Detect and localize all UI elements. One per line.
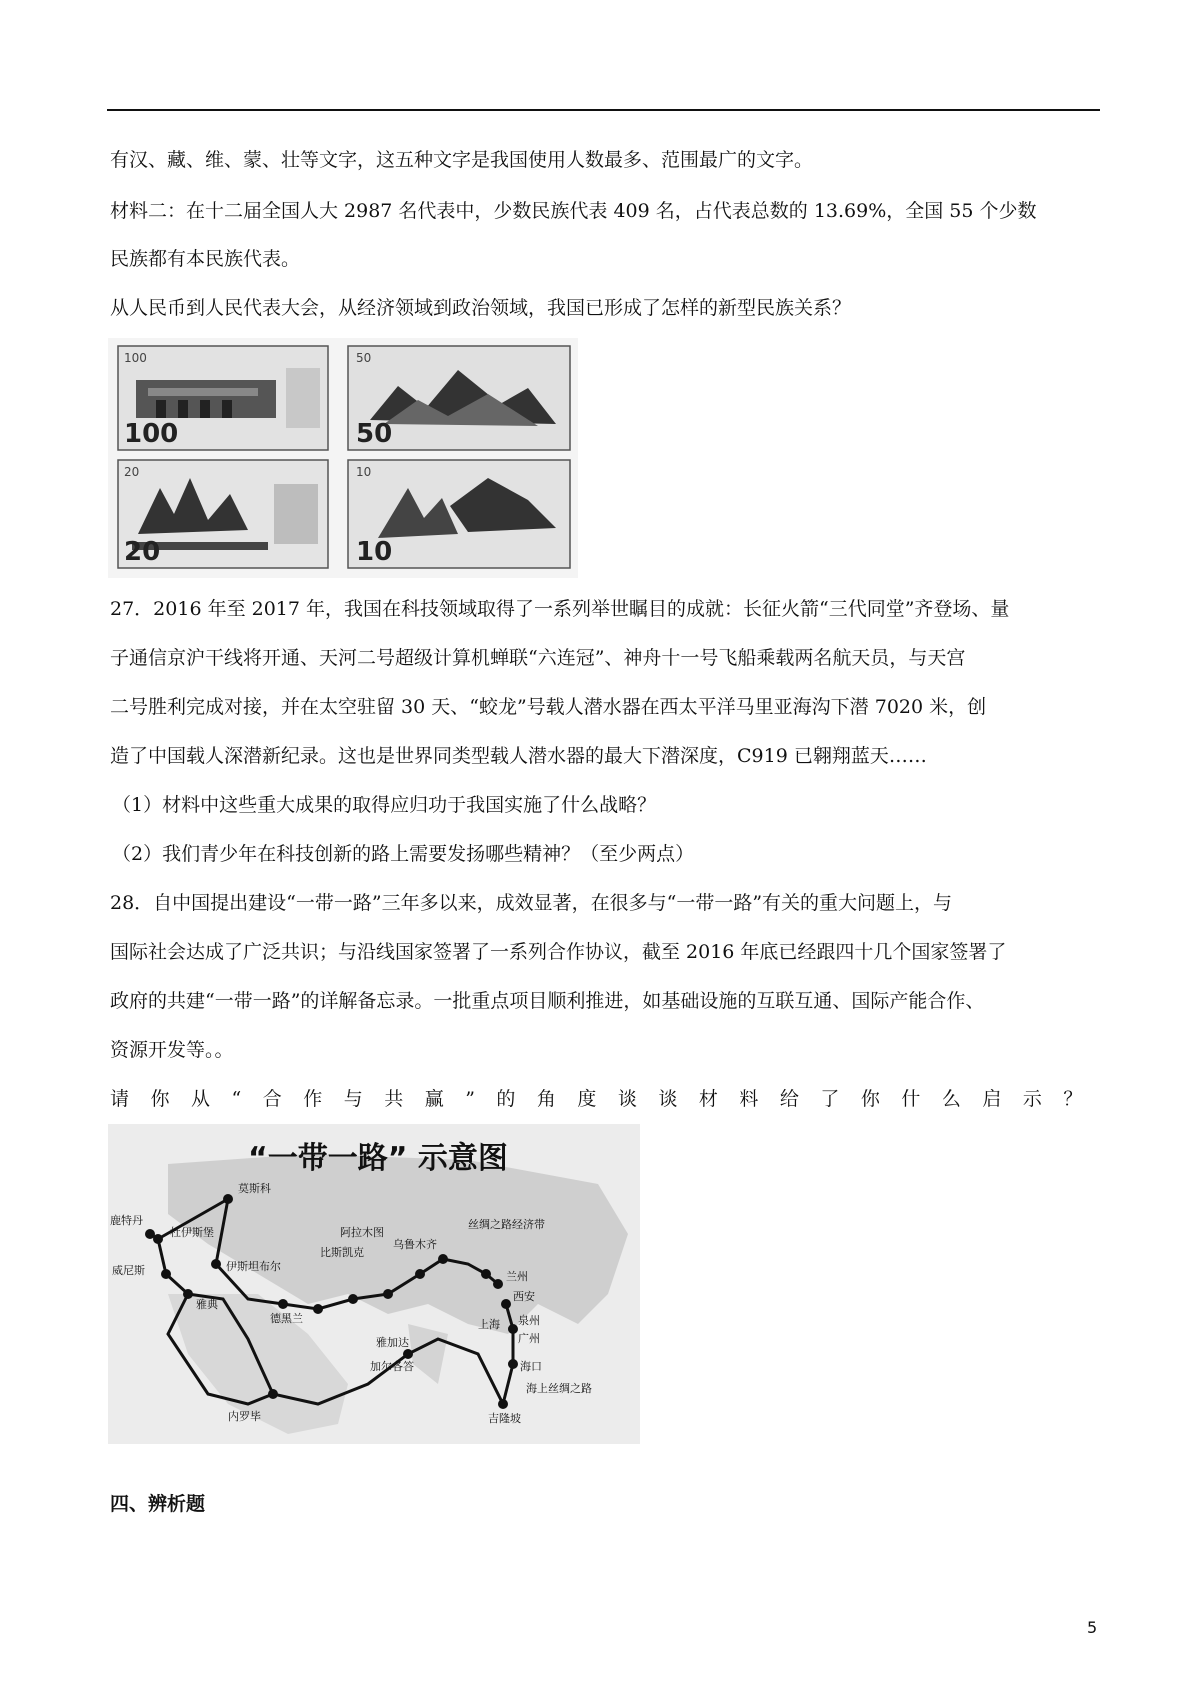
legend-silk-road-economic-belt: 丝绸之路经济带 [468, 1218, 545, 1231]
question-27-sub-1: （1）材料中这些重大成果的取得应归功于我国实施了什么战略？ [112, 794, 657, 816]
city-label-nairobi: 内罗毕 [228, 1410, 261, 1423]
city-label-shanghai: 上海 [478, 1318, 500, 1331]
question-27-line: 造了中国载人深潜新纪录。这也是世界同类型载人潜水器的最大下潜深度，C919 已翱翔蓝天…… [110, 745, 927, 767]
city-label-rotterdam: 鹿特丹 [110, 1214, 143, 1227]
city-dot [415, 1269, 425, 1279]
city-dot [153, 1234, 163, 1244]
city-label-kolkata: 雅加达 [376, 1336, 409, 1349]
city-label-istanbul: 伊斯坦布尔 [226, 1260, 281, 1273]
map-title: “一带一路” 示意图 [248, 1141, 508, 1176]
city-label-xian: 西安 [513, 1290, 535, 1303]
legend-maritime-silk-road: 海上丝绸之路 [526, 1382, 592, 1395]
city-dot [183, 1289, 193, 1299]
question-28-prompt: 请你从“合作与共赢”的角度谈谈材料给了你什么启示？ [110, 1088, 1104, 1110]
question-28-line: 国际社会达成了广泛共识；与沿线国家签署了一系列合作协议，截至 2016 年底已经跟四十几个国家签署了 [110, 941, 1007, 963]
city-label-quanzhou: 泉州 [518, 1314, 540, 1327]
banknote-20-value: 20 [124, 537, 161, 567]
question-27-line: 子通信京沪干线将开通、天河二号超级计算机蝉联“六连冠”、神舟十一号飞船乘载两名航天员，与天宫 [110, 647, 966, 669]
city-label-calcutta: 加尔各答 [370, 1360, 414, 1373]
banknote-20-corner: 20 [124, 465, 140, 479]
city-dot [211, 1259, 221, 1269]
city-dot [278, 1299, 288, 1309]
city-dot [348, 1294, 358, 1304]
city-label-almaty: 阿拉木图 [340, 1226, 384, 1239]
city-label-tehran: 德黑兰 [270, 1312, 303, 1325]
city-dot [161, 1269, 171, 1279]
city-dot [481, 1269, 491, 1279]
city-dot [403, 1349, 413, 1359]
question-line: 从人民币到人民代表大会，从经济领域到政治领域，我国已形成了怎样的新型民族关系？ [110, 297, 852, 319]
city-dot [508, 1359, 518, 1369]
rmb-banknotes-figure [108, 338, 578, 578]
banknote-20 [118, 460, 328, 568]
city-label-lanzhou: 兰州 [506, 1270, 528, 1283]
banknote-50-corner: 50 [356, 351, 372, 365]
banknote-50-value: 50 [356, 419, 393, 449]
banknote-10-corner: 10 [356, 465, 372, 479]
question-28-line: 政府的共建“一带一路”的详解备忘录。一批重点项目顺利推进，如基础设施的互联互通、国际产能合作、 [110, 990, 985, 1012]
city-dot [268, 1389, 278, 1399]
city-dot [501, 1299, 511, 1309]
city-label-venice: 威尼斯 [112, 1264, 145, 1277]
belt-and-road-map [108, 1124, 640, 1444]
city-label-athens: 雅典 [196, 1298, 218, 1311]
question-27-sub-2: （2）我们青少年在科技创新的路上需要发扬哪些精神？（至少两点） [112, 843, 695, 865]
banknote-50 [348, 346, 570, 450]
city-label-kuala-lumpur: 吉隆坡 [488, 1412, 521, 1425]
city-dot [438, 1254, 448, 1264]
city-dot [493, 1279, 503, 1289]
city-label-guangzhou: 广州 [518, 1332, 540, 1345]
city-dot [498, 1399, 508, 1409]
city-dot [508, 1324, 518, 1334]
question-28-line: 资源开发等。。 [110, 1039, 234, 1061]
section-four-heading: 四、辨析题 [110, 1493, 206, 1515]
city-label-bishkek: 比斯凯克 [320, 1246, 364, 1259]
question-27-line: 二号胜利完成对接，并在太空驻留 30 天、“蛟龙”号载人潜水器在西太平洋马里亚海沟下潜 7020 米，创 [110, 696, 987, 718]
banknote-100-value: 100 [124, 419, 179, 449]
material-two-line: 材料二：在十二届全国人大 2987 名代表中，少数民族代表 409 名，占代表总数的 13.69%，全国 55 个少数 [110, 200, 1037, 222]
city-dot [313, 1304, 323, 1314]
question-28-line: 28．自中国提出建设“一带一路”三年多以来，成效显著，在很多与“一带一路”有关的重大问题上，与 [110, 892, 953, 914]
city-label-urumqi: 乌鲁木齐 [393, 1238, 437, 1251]
text-line: 有汉、藏、维、蒙、壮等文字，这五种文字是我国使用人数最多、范围最广的文字。 [110, 149, 814, 171]
banknote-100 [118, 346, 328, 450]
banknote-10 [348, 460, 570, 568]
question-27-line: 27．2016 年至 2017 年，我国在科技领域取得了一系列举世瞩目的成就：长征火箭“三代同堂”齐登场、量 [110, 598, 1010, 620]
header-rule [107, 109, 1100, 111]
page-number: 5 [1087, 1618, 1098, 1637]
banknote-10-value: 10 [356, 537, 393, 567]
city-dot [223, 1194, 233, 1204]
text-line: 民族都有本民族代表。 [110, 248, 301, 270]
city-label-moscow: 莫斯科 [238, 1182, 271, 1195]
city-dot [383, 1289, 393, 1299]
banknote-100-corner: 100 [124, 351, 147, 365]
city-label-haikou: 海口 [520, 1360, 542, 1373]
city-label-duisburg: 杜伊斯堡 [170, 1226, 214, 1239]
